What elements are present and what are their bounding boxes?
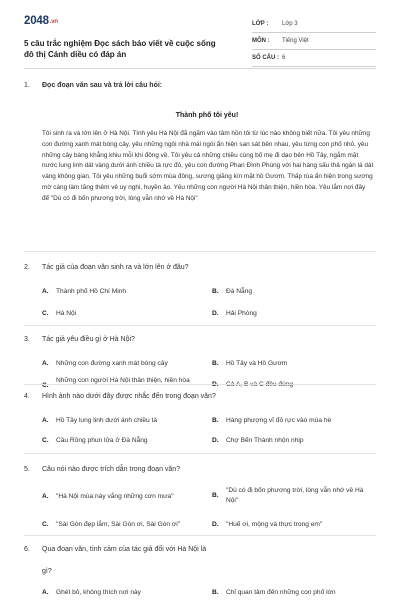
question-5 bbox=[24, 466, 376, 536]
option-letter: C. bbox=[42, 382, 49, 389]
option-letter: D. bbox=[212, 310, 219, 317]
option-d[interactable] bbox=[212, 310, 257, 317]
option-b[interactable] bbox=[212, 486, 376, 508]
option-a[interactable] bbox=[42, 288, 126, 295]
passage-text: Tôi sinh ra và lớn lên ở Hà Nội. Tình yêu Hà Nội đã ngấm vào tâm hồn tôi từ lúc nào không biết nữa. Tôi yêu những con đường xanh mát bóng cây, yêu những ngôi nhà mái ngói ẩn hiện san sát bên nhau, yêu từng con phố nhỏ, yêu những cây bàng khẳng khiu mỗi khi đông về. Tôi yêu cả những chiều cùng bố mẹ đi dạo bên Hồ Tây, ngắm mặt nước lung linh dát vàng dưới ánh chiều tà rực đỏ, yêu con đường Phan Đình Phùng với hai hàng sấu thả ngàn lá dát vàng không gian. Tôi yêu những buổi sớm mùa đông, sương giăng kín mặt hồ Gươm. Thấp rùa ẩn hiện trong sương mờ càng làm tăng thêm vẻ uy nghi, huyền ảo. Yêu những con người Hà Nội thân thiện, hiền hòa. Yêu lắm nơi đây để "Dù có đi bốn phương trời, lòng vẫn nhớ về Hà Nội" bbox=[42, 130, 374, 202]
meta-label-count: SỐ CÂU : bbox=[252, 55, 279, 61]
option-a[interactable] bbox=[42, 493, 174, 500]
page-title: 5 câu trắc nghiệm Đọc sách báo viết về cuộc sống đô thị Cánh diều có đáp án bbox=[24, 39, 216, 59]
option-text: Chỉ quan tâm đến những con phố lớn bbox=[226, 589, 336, 596]
option-text: "Dù có đi bốn phương trời, lòng vẫn nhớ về Hà Nội" bbox=[226, 487, 364, 504]
option-letter: D. bbox=[212, 521, 219, 528]
option-letter: B. bbox=[212, 589, 219, 596]
meta-label-class: LỚP : bbox=[252, 21, 269, 27]
option-b[interactable] bbox=[212, 417, 331, 424]
question-number: 5. bbox=[24, 466, 30, 473]
question-1 bbox=[24, 82, 376, 242]
logo-suffix: .vn bbox=[49, 19, 58, 25]
option-a[interactable] bbox=[42, 417, 157, 424]
meta-row-class bbox=[252, 16, 376, 33]
option-b[interactable] bbox=[212, 360, 287, 367]
meta-table bbox=[252, 16, 376, 67]
question-2 bbox=[24, 264, 376, 324]
option-letter: A. bbox=[42, 589, 49, 596]
option-letter: A. bbox=[42, 360, 49, 367]
option-b[interactable] bbox=[212, 589, 336, 596]
option-text: Hải Phòng bbox=[226, 310, 257, 317]
option-letter: B. bbox=[212, 492, 219, 499]
option-letter: A. bbox=[42, 417, 49, 424]
option-text: Thành phố Hồ Chí Minh bbox=[56, 288, 127, 295]
option-text: Đà Nẵng bbox=[226, 288, 253, 295]
question-text-line-1: Qua đoạn văn, tình cảm của tác giả đối với Hà Nội là bbox=[42, 546, 207, 553]
option-text: Cả A, B và C đều đúng bbox=[226, 381, 294, 388]
option-letter: B. bbox=[212, 417, 219, 424]
meta-value-subject: Tiếng Việt bbox=[282, 38, 309, 44]
question-divider bbox=[24, 535, 376, 536]
question-text: Câu nói nào được trích dẫn trong đoạn văn? bbox=[42, 466, 181, 473]
passage-title: Thành phố tôi yêu! bbox=[175, 112, 239, 119]
question-divider bbox=[24, 384, 376, 385]
option-d[interactable] bbox=[212, 521, 322, 528]
option-letter: A. bbox=[42, 288, 49, 295]
option-text: Những con người Hà Nội thân thiện, hiền hòa bbox=[56, 377, 190, 384]
site-logo[interactable] bbox=[24, 15, 58, 27]
option-b[interactable] bbox=[212, 288, 252, 295]
question-3 bbox=[24, 336, 376, 396]
question-text-line-2: gì? bbox=[42, 568, 52, 575]
meta-row-count bbox=[252, 50, 376, 67]
option-text: Hà Nội bbox=[56, 310, 77, 317]
option-letter: C. bbox=[42, 521, 49, 528]
meta-value-count: 6 bbox=[282, 55, 286, 61]
header-divider bbox=[24, 68, 376, 69]
question-number: 1. bbox=[24, 82, 30, 89]
question-divider bbox=[24, 251, 376, 252]
option-text: Chợ Bến Thành nhộn nhịp bbox=[226, 437, 304, 444]
meta-label-subject: MÔN : bbox=[252, 38, 270, 44]
option-text: Hồ Tây và Hồ Gươm bbox=[226, 360, 288, 367]
question-divider bbox=[24, 453, 376, 454]
option-d[interactable] bbox=[212, 437, 304, 444]
page-header bbox=[24, 10, 376, 72]
option-letter: D. bbox=[212, 437, 219, 444]
question-number: 4. bbox=[24, 393, 30, 400]
option-letter: D. bbox=[212, 381, 219, 388]
question-text: Hình ảnh nào dưới đây được nhắc đến trong đoạn văn? bbox=[42, 393, 216, 400]
question-number: 3. bbox=[24, 336, 30, 343]
question-divider bbox=[24, 325, 376, 326]
option-text: Hàng phượng vĩ đỏ rực vào mùa hè bbox=[226, 417, 332, 424]
option-c[interactable] bbox=[42, 437, 148, 444]
option-c[interactable] bbox=[42, 521, 180, 528]
meta-value-class: Lớp 3 bbox=[282, 21, 298, 27]
option-a[interactable] bbox=[42, 589, 141, 596]
option-letter: B. bbox=[212, 288, 219, 295]
option-text: "Hà Nội mùa này vắng những cơn mưa" bbox=[56, 493, 174, 500]
question-number: 2. bbox=[24, 264, 30, 271]
logo-text: 2048 bbox=[24, 15, 49, 27]
option-letter: C. bbox=[42, 437, 49, 444]
option-text: "Huế ơi, mộng và thực trong em" bbox=[226, 521, 323, 528]
option-text: Hồ Tây lung linh dưới ánh chiều tà bbox=[56, 417, 157, 424]
meta-row-subject bbox=[252, 33, 376, 50]
option-a[interactable] bbox=[42, 360, 168, 367]
option-letter: C. bbox=[42, 310, 49, 317]
question-number: 6. bbox=[24, 546, 30, 553]
question-text: Đọc đoạn văn sau và trả lời câu hỏi: bbox=[42, 82, 163, 89]
option-text: Ghét bỏ, không thích nơi này bbox=[56, 589, 141, 596]
option-letter: A. bbox=[42, 493, 49, 500]
option-text: Cầu Rồng phun lửa ở Đà Nẵng bbox=[56, 437, 148, 444]
option-letter: B. bbox=[212, 360, 219, 367]
question-text: Tác giả của đoạn văn sinh ra và lớn lên ở đâu? bbox=[42, 264, 189, 271]
option-c[interactable] bbox=[42, 310, 76, 317]
question-4 bbox=[24, 393, 376, 448]
option-text: "Sài Gòn đẹp lắm, Sài Gòn ơi, Sài Gòn ơi" bbox=[56, 521, 181, 528]
question-6 bbox=[24, 546, 376, 600]
option-text: Những con đường xanh mát bóng cây bbox=[56, 360, 168, 367]
question-text: Tác giả yêu điều gì ở Hà Nội? bbox=[42, 336, 135, 343]
